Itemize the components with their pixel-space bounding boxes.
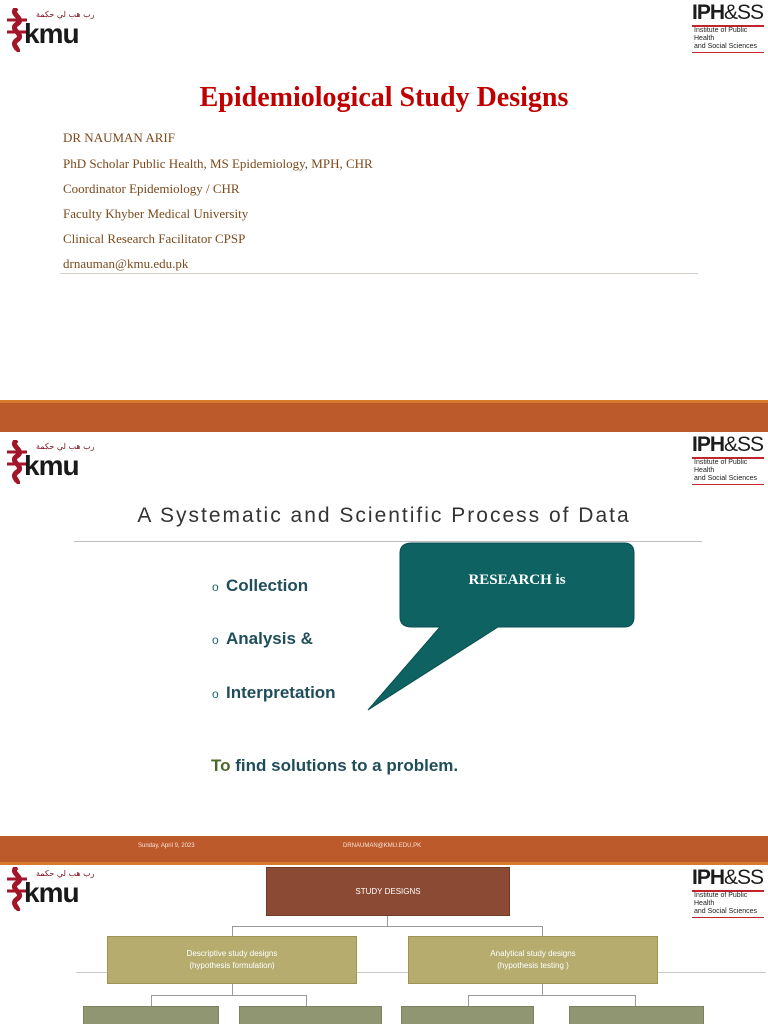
connector-desc-down: [232, 984, 233, 995]
bullet-mark: o: [212, 633, 219, 647]
connector-anal-left: [468, 995, 469, 1006]
iph-subtitle-1: Institute of Public Health: [694, 27, 748, 42]
iph-divider-bottom: [692, 484, 764, 485]
descriptive-designs-box: [107, 936, 357, 984]
connector-to-analytical: [542, 926, 543, 936]
iph-divider-bottom: [692, 917, 764, 918]
iph-subtitle-2: and Social Sciences: [694, 908, 758, 915]
analytical-child-box-1: [401, 1006, 534, 1024]
bullet-interpretation: [212, 683, 336, 703]
kmu-motto: رب هب لي حكمة: [36, 442, 95, 451]
analytical-label: Analytical study designs: [490, 949, 576, 958]
footer-date: Sunday, April 9, 2023: [138, 843, 195, 849]
slide-2-research: [0, 432, 768, 836]
presentation-title: Epidemiological Study Designs: [199, 82, 569, 113]
footer-email: DRNAUMAN@KMU.EDU.PK: [343, 843, 422, 849]
slide-separator-band: [0, 400, 768, 432]
iph-subtitle-1: Institute of Public Health: [694, 892, 748, 907]
slide-footer-band: [0, 836, 768, 865]
iph-wordmark: IPH: [692, 433, 725, 456]
slide-heading: A Systematic and Scientific Process of Data: [137, 504, 631, 527]
iph-wordmark: IPH: [692, 1, 725, 24]
iph-wordmark: IPH: [692, 866, 725, 889]
purpose-text: find solutions to a problem.: [235, 756, 459, 775]
kmu-motto: رب هب لي حكمة: [36, 10, 95, 19]
bullet-analysis: [212, 629, 313, 649]
descriptive-child-box-1: [83, 1006, 219, 1024]
purpose-to: To: [211, 756, 231, 775]
connector-desc-right: [306, 995, 307, 1006]
analytical-child-box-2: [569, 1006, 704, 1024]
descriptive-label: Descriptive study designs: [186, 949, 278, 958]
kmu-logo: [4, 440, 96, 484]
connector-desc-left: [151, 995, 152, 1006]
speech-callout-shape: [360, 540, 640, 720]
iph-wordmark-ss: &SS: [724, 1, 764, 24]
root-label: STUDY DESIGNS: [355, 887, 421, 896]
connector-anal-horizontal: [468, 995, 636, 996]
kmu-wordmark: kmu: [24, 450, 79, 481]
title-divider: [60, 273, 698, 274]
iphss-logo: [692, 2, 766, 50]
iphss-logo: [692, 434, 766, 482]
author-faculty: Faculty Khyber Medical University: [63, 206, 249, 221]
bullet-text: Analysis &: [226, 629, 313, 648]
kmu-logo: [4, 8, 96, 52]
purpose-statement: [211, 756, 458, 776]
connector-anal-right: [635, 995, 636, 1006]
descriptive-child-box-2: [239, 1006, 382, 1024]
iphss-logo: [692, 867, 766, 915]
slide-1-title: [0, 0, 768, 400]
bullet-mark: o: [212, 687, 219, 701]
author-name: DR NAUMAN ARIF: [63, 130, 175, 145]
kmu-motto: رب هب لي حكمة: [36, 869, 95, 878]
analytical-sublabel: (hypothesis testing ): [497, 961, 569, 970]
kmu-wordmark: kmu: [24, 877, 79, 908]
bullet-mark: o: [212, 580, 219, 594]
bullet-text: Collection: [226, 576, 309, 595]
author-credentials: PhD Scholar Public Health, MS Epidemiology, MPH, CHR: [63, 156, 373, 171]
analytical-designs-box: [408, 936, 658, 984]
iph-subtitle-2: and Social Sciences: [694, 475, 758, 482]
slide-3-study-designs: [0, 865, 768, 1024]
author-role: Coordinator Epidemiology / CHR: [63, 181, 240, 196]
iph-wordmark-ss: &SS: [724, 433, 764, 456]
connector-anal-down: [542, 984, 543, 995]
author-facilitator: Clinical Research Facilitator CPSP: [63, 231, 246, 246]
iph-divider-bottom: [692, 52, 764, 53]
connector-desc-horizontal: [151, 995, 307, 996]
descriptive-sublabel: (hypothesis formulation): [189, 961, 275, 970]
iph-subtitle-2: and Social Sciences: [694, 43, 758, 50]
kmu-wordmark: kmu: [24, 18, 79, 49]
connector-root-horizontal: [232, 926, 543, 927]
kmu-logo: [4, 867, 96, 911]
iph-subtitle-1: Institute of Public Health: [694, 459, 748, 474]
study-designs-root-box: [266, 867, 510, 916]
author-email: drnauman@kmu.edu.pk: [63, 256, 189, 271]
connector-to-descriptive: [232, 926, 233, 936]
bullet-collection: [212, 576, 308, 596]
callout-text: RESEARCH is: [468, 572, 566, 588]
iph-wordmark-ss: &SS: [724, 866, 764, 889]
bullet-text: Interpretation: [226, 683, 336, 702]
